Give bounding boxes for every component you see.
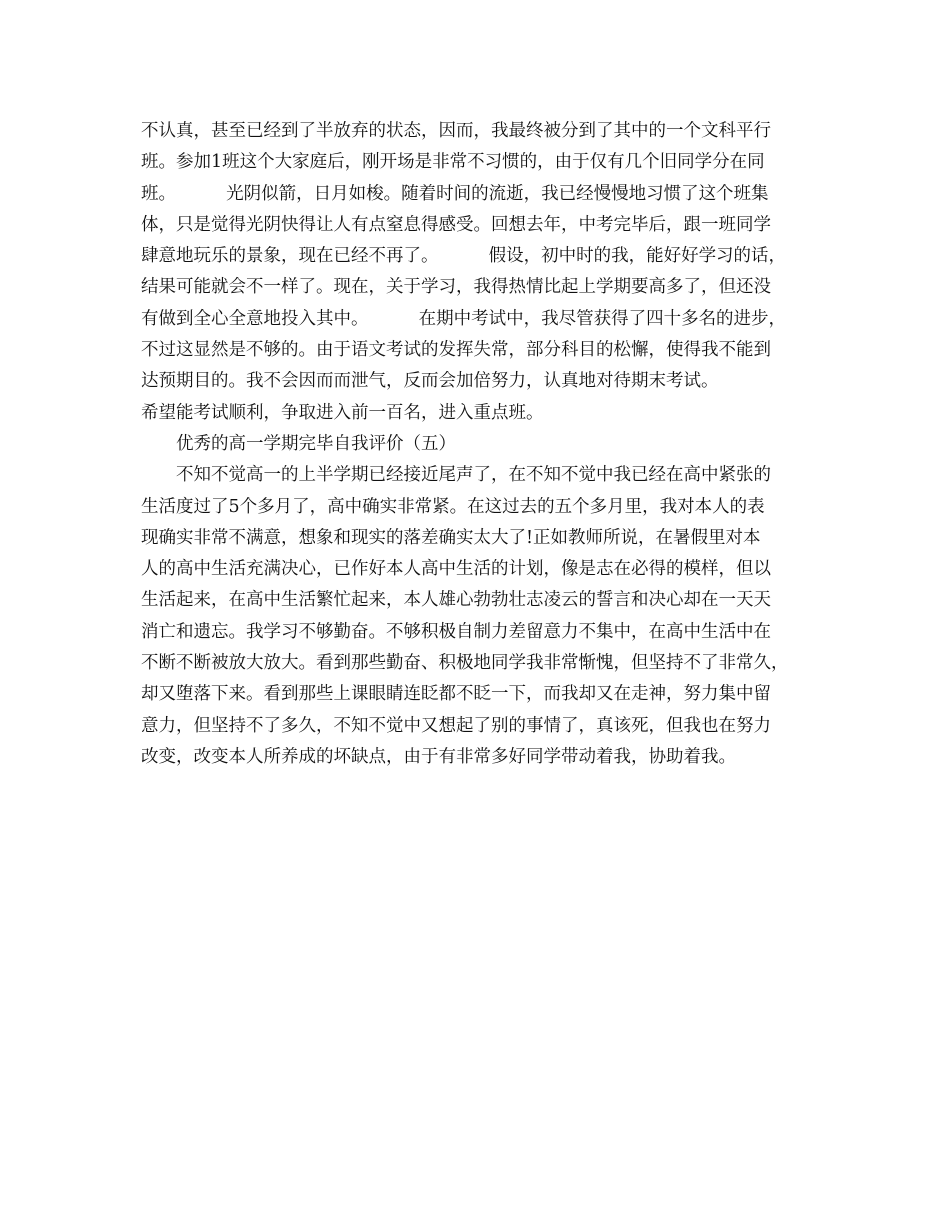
text-line: 却又堕落下来。看到那些上课眼睛连眨都不眨一下，而我却又在走神，努力集中留 (141, 684, 771, 705)
text-line: 班。 光阴似箭，日月如梭。随着时间的流逝，我已经慢慢地习惯了这个班集 (141, 183, 769, 204)
paragraph-2 (141, 460, 817, 773)
text-line: 体，只是觉得光阴快得让人有点窒息得感受。回想去年，中考完毕后，跟一班同学 (141, 214, 771, 235)
section-heading: 优秀的高一学期完毕自我评价（五） (176, 433, 456, 454)
text-line: 不知不觉高一的上半学期已经接近尾声了，在不知不觉中我已经在高中紧张的 (176, 465, 771, 486)
text-line: 消亡和遗忘。我学习不够勤奋。不够积极自制力差留意力不集中，在高中生活中在 (141, 621, 771, 642)
text-line: 改变，改变本人所养成的坏缺点，由于有非常多好同学带动着我，协助着我。 (141, 746, 736, 767)
text-line: 生活起来，在高中生活繁忙起来，本人雄心勃勃壮志凌云的誓言和决心却在一天天 (141, 590, 771, 611)
text-line: 肆意地玩乐的景象，现在已经不再了。 假设，初中时的我，能好好学习的话， (141, 246, 787, 267)
text-line: 希望能考试顺利，争取进入前一百名，进入重点班。 (141, 402, 544, 423)
text-line: 不过这显然是不够的。由于语文考试的发挥失常，部分科目的松懈，使得我不能到 (141, 340, 771, 361)
text-line: 有做到全心全意地投入其中。 在期中考试中，我尽管获得了四十多名的进步， (141, 308, 787, 329)
text-line: 生活度过了5个多月了，高中确实非常紧。在这过去的五个多月里，我对本人的表 (141, 496, 765, 517)
text-line: 班。参加1班这个大家庭后，刚开场是非常不习惯的，由于仅有几个旧同学分在同 (141, 152, 765, 173)
text-line: 现确实非常不满意，想象和现实的落差确实太大了!正如教师所说，在暑假里对本 (141, 527, 761, 548)
text-line: 达预期目的。我不会因而而泄气，反而会加倍努力，认真地对待期末考试。 (141, 371, 719, 392)
text-line: 结果可能就会不一样了。现在，关于学习，我得热情比起上学期要高多了，但还没 (141, 277, 771, 298)
document-body (141, 116, 817, 773)
text-line: 不认真，甚至已经到了半放弃的状态，因而，我最终被分到了其中的一个文科平行 (141, 121, 771, 141)
paragraph-1 (141, 116, 817, 429)
text-line: 不断不断被放大放大。看到那些勤奋、积极地同学我非常惭愧，但坚持不了非常久， (141, 653, 789, 674)
text-line: 人的高中生活充满决心，已作好本人高中生活的计划，像是志在必得的模样，但以 (141, 559, 771, 580)
text-line: 意力，但坚持不了多久，不知不觉中又想起了别的事情了，真该死，但我也在努力 (141, 715, 771, 736)
